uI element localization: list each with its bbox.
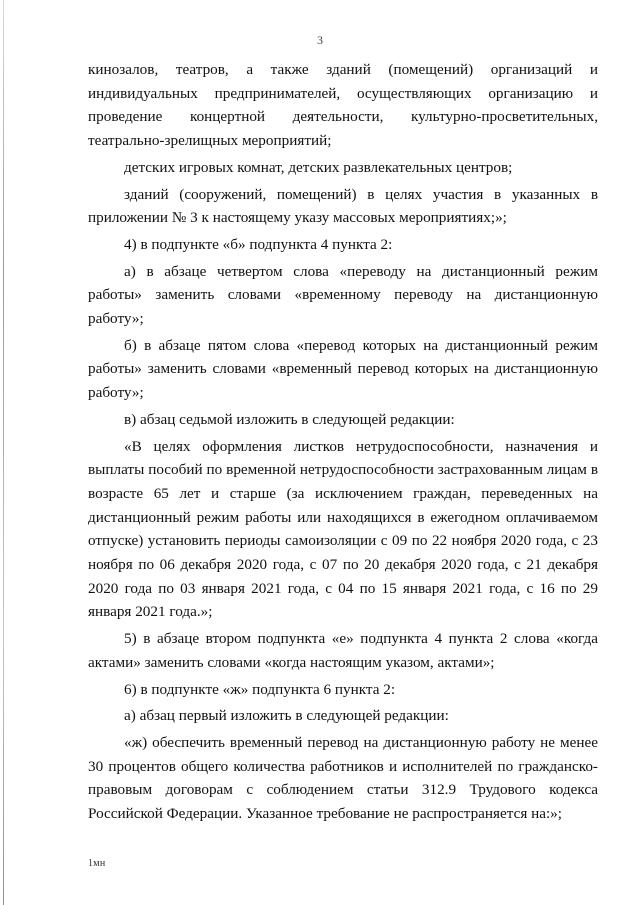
paragraph-item-6a: а) абзац первый изложить в следующей редакции:: [124, 707, 449, 725]
paragraph-item-4a: а) в абзаце четвертом слова «переводу на дистанционный режим работы» заменить словами «временному переводу на дистанционную работу»;: [88, 262, 598, 328]
paragraph-self-isolation: «В целях оформления листков нетрудоспособности, назначения и выплаты пособий по временной нетрудоспособности застрахованным лицам в возрасте 65 лет и старше (за исключением граждан, переведенных на дистанционный режим работы или находящихся в ежегодном оплачиваемом отпуске) установить периоды самоизоляции с 09 по 22 ноября 2020 года, с 23 ноября по 06 декабря 2020 года, с 07 по 20 декабря 2020 года, с 21 декабря 2020 года по 03 января 2021 года, с 04 по 15 января 2021 года, с 16 по 29 января 2021 года.»;: [88, 437, 598, 621]
paragraph-item-6: 6) в подпункте «ж» подпункта 6 пункта 2:: [124, 680, 396, 698]
page-number: 3: [317, 33, 323, 47]
paragraph-item-4v: в) абзац седьмой изложить в следующей редакции:: [124, 410, 455, 428]
scan-edge-line: [3, 0, 4, 905]
paragraph-remote-work: «ж) обеспечить временный перевод на дистанционную работу не менее 30 процентов общего количества работников и исполнителей по гражданско-правовым договорам с соблюдением статьи 312.9 Трудового кодекса Российской Федерации. Указанное требование не распространяется на:»;: [88, 733, 598, 823]
paragraph-children-rooms: детских игровых комнат, детских развлекательных центров;: [124, 158, 513, 176]
paragraph-buildings: зданий (сооружений, помещений) в целях участия в указанных в приложении № 3 к настоящему указу массовых мероприятиях;»;: [88, 185, 598, 227]
paragraph-item-5: 5) в абзаце втором подпункта «е» подпункта 4 пункта 2 слова «когда актами» заменить словами «когда настоящим указом, актами»;: [88, 630, 598, 671]
document-body: [88, 58, 598, 826]
footer-code: 1мн: [88, 858, 106, 869]
paragraph-item-4b: б) в абзаце пятом слова «перевод которых на дистанционный режим работы» заменить словами «временный перевод которых на дистанционную работу»;: [88, 336, 598, 402]
paragraph-item-4: 4) в подпункте «б» подпункта 4 пункта 2:: [124, 235, 393, 253]
paragraph-continuation: кинозалов, театров, а также зданий (помещений) организаций и индивидуальных предпринимателей, осуществляющих организацию и проведение концертной деятельности, культурно-просветительных, театрально-зрелищных мероприятий;: [88, 61, 598, 150]
